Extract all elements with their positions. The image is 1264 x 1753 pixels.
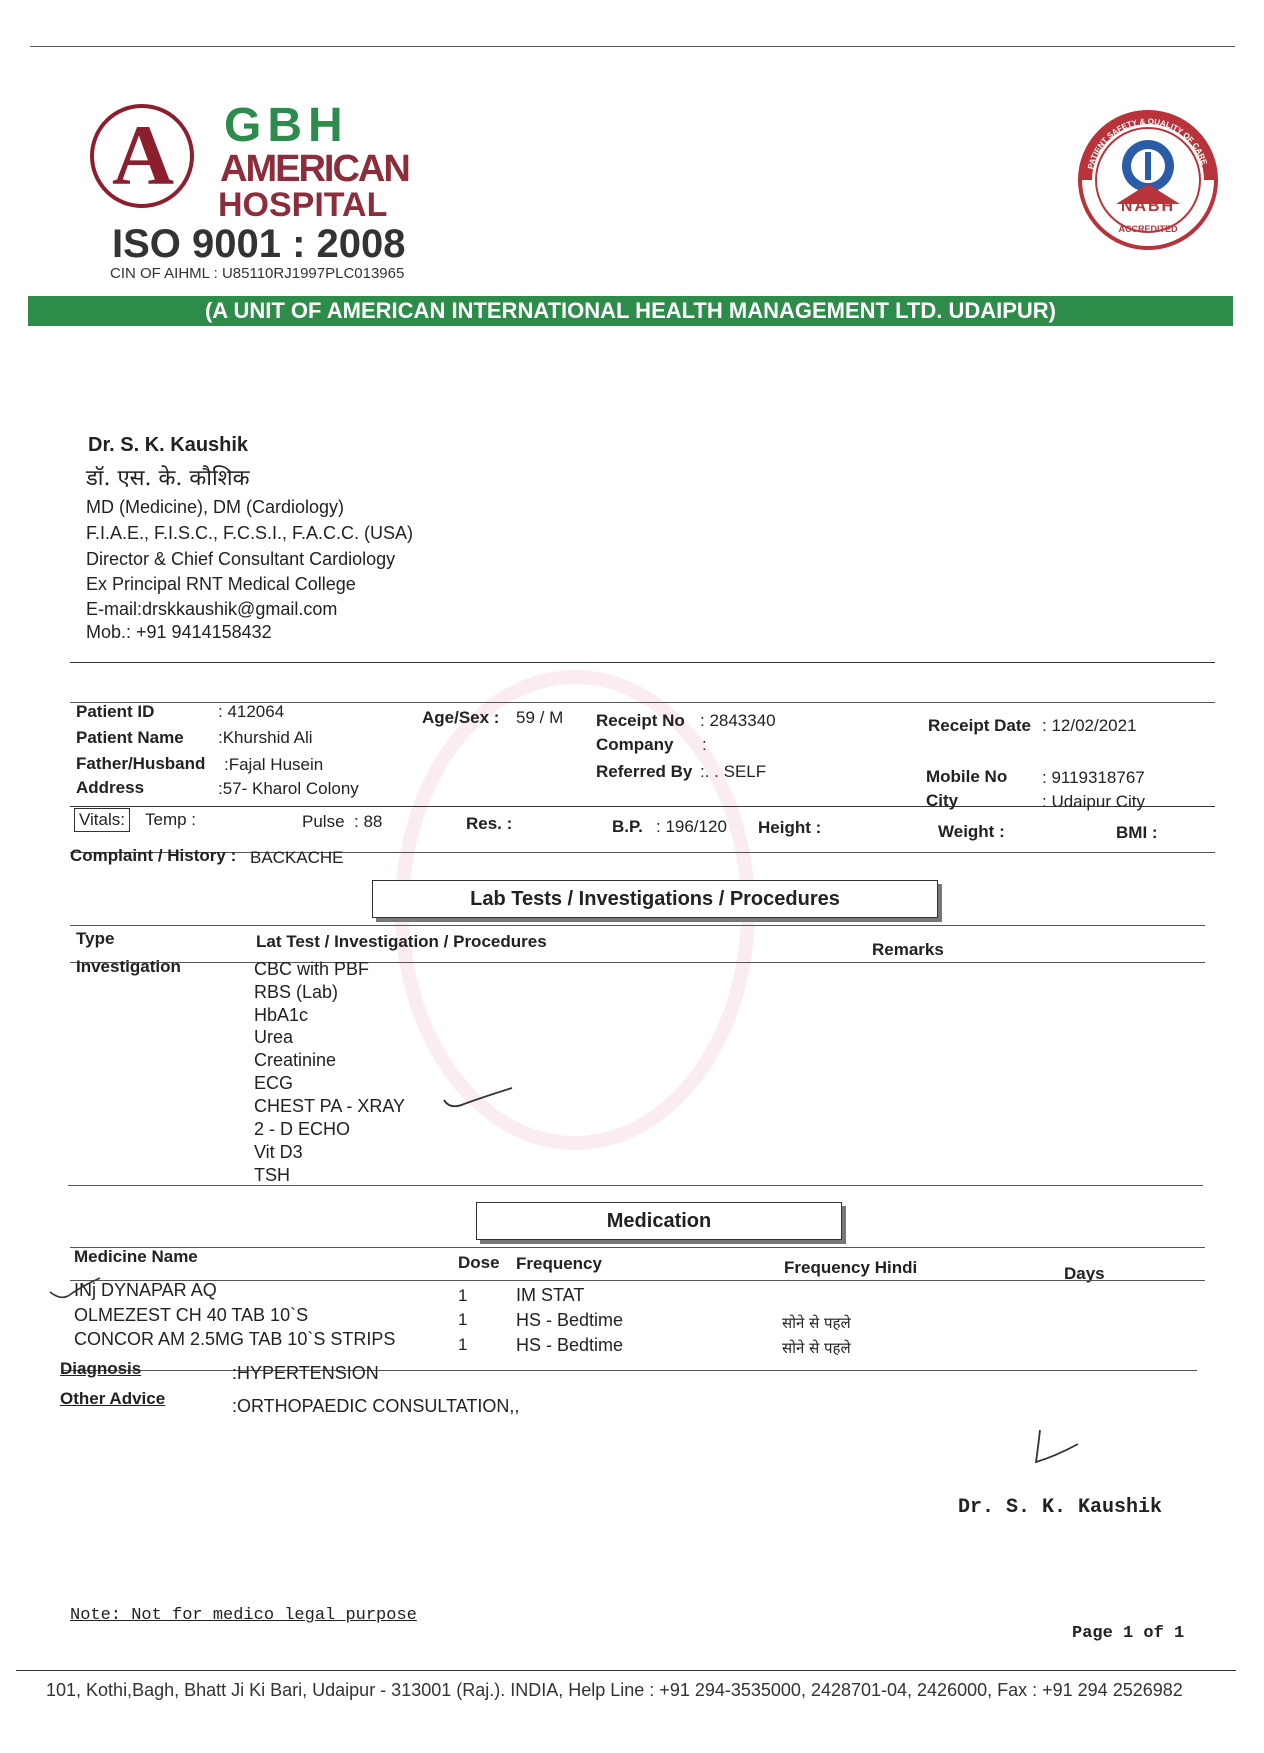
medication-section-title: Medication bbox=[476, 1202, 842, 1240]
divider bbox=[70, 925, 1205, 926]
patient-id-label: Patient ID bbox=[76, 702, 155, 721]
divider bbox=[70, 1280, 1205, 1281]
vitals-label: Vitals: bbox=[74, 808, 130, 832]
receipt-no: : 2843340 bbox=[700, 711, 776, 730]
divider bbox=[70, 1247, 1205, 1248]
lab-item: CHEST PA - XRAY bbox=[254, 1096, 406, 1116]
top-rule bbox=[30, 46, 1235, 47]
doctor-name-hindi: डॉ. एस. के. कौशिक bbox=[86, 466, 250, 491]
bp-label: B.P. bbox=[612, 817, 643, 836]
patient-name-label: Patient Name bbox=[76, 728, 184, 747]
medicine-dose: 1 bbox=[458, 1335, 468, 1354]
lab-item: HbA1c bbox=[254, 1005, 309, 1025]
brand-gbh: GBH bbox=[224, 99, 349, 152]
lab-item: ECG bbox=[254, 1073, 294, 1093]
footer-address: 101, Kothi,Bagh, Bhatt Ji Ki Bari, Udaipur - 313001 (Raj.). INDIA, Help Line : +91 294-3535000, 2428701-04, 2426000, Fax : +91 294 2526982 bbox=[46, 1680, 1183, 1700]
mobile-label: Mobile No bbox=[926, 767, 1008, 786]
agesex: 59 / M bbox=[516, 708, 564, 727]
medicine-name: OLMEZEST CH 40 TAB 10`S bbox=[74, 1305, 309, 1325]
divider bbox=[70, 662, 1215, 663]
brand-hospital: HOSPITAL bbox=[218, 186, 388, 224]
lab-type-value: Investigation bbox=[76, 957, 181, 976]
diagnosis-label: Diagnosis bbox=[60, 1359, 142, 1378]
city: : Udaipur City bbox=[1042, 792, 1145, 811]
agesex-label: Age/Sex : bbox=[422, 708, 500, 727]
company: : bbox=[702, 735, 707, 754]
nabh-label: NABH bbox=[1120, 198, 1176, 215]
medicine-frequency-hindi: सोने से पहले bbox=[782, 1314, 851, 1332]
unit-banner: (A UNIT OF AMERICAN INTERNATIONAL HEALTH MANAGEMENT LTD. UDAIPUR) bbox=[28, 296, 1233, 326]
lab-col-test: Lat Test / Investigation / Procedures bbox=[256, 932, 547, 951]
medicine-name: INj DYNAPAR AQ bbox=[74, 1280, 217, 1300]
bp-value: : 196/120 bbox=[656, 817, 727, 836]
lab-item: Urea bbox=[254, 1027, 294, 1047]
pulse-value: : 88 bbox=[354, 812, 383, 831]
complaint-value: BACKACHE bbox=[250, 848, 344, 867]
height-label: Height : bbox=[758, 818, 822, 837]
hospital-logo-letter: A bbox=[112, 107, 175, 203]
nabh-accredited: ACCREDITED bbox=[1118, 224, 1178, 234]
doctor-fellowships: F.I.A.E., F.I.S.C., F.C.S.I., F.A.C.C. (USA) bbox=[86, 523, 414, 543]
med-col-dose: Dose bbox=[458, 1253, 500, 1272]
signature-mark-icon bbox=[1030, 1426, 1090, 1466]
med-col-days: Days bbox=[1064, 1264, 1105, 1283]
other-advice-value: :ORTHOPAEDIC CONSULTATION,, bbox=[232, 1396, 520, 1416]
medicine-name: CONCOR AM 2.5MG TAB 10`S STRIPS bbox=[74, 1329, 396, 1349]
doctor-qualification: MD (Medicine), DM (Cardiology) bbox=[86, 497, 345, 517]
medicine-dose: 1 bbox=[458, 1310, 468, 1329]
doctor-designation: Director & Chief Consultant Cardiology bbox=[86, 549, 396, 569]
medicine-frequency-hindi: सोने से पहले bbox=[782, 1339, 851, 1357]
receipt-date-label: Receipt Date bbox=[928, 716, 1031, 735]
receipt-date: : 12/02/2021 bbox=[1042, 716, 1137, 735]
lab-item: Creatinine bbox=[254, 1050, 337, 1070]
divider bbox=[70, 962, 1205, 963]
doctor-name: Dr. S. K. Kaushik bbox=[88, 434, 249, 456]
doctor-mobile: Mob.: +91 9414158432 bbox=[86, 622, 272, 642]
address-label: Address bbox=[76, 778, 145, 797]
patient-id: : 412064 bbox=[218, 702, 285, 721]
med-col-frequency: Frequency bbox=[516, 1254, 602, 1273]
med-col-frequency-hindi: Frequency Hindi bbox=[784, 1258, 918, 1277]
medicine-frequency: HS - Bedtime bbox=[516, 1310, 624, 1330]
handwritten-check-icon bbox=[46, 1276, 106, 1306]
lab-item: RBS (Lab) bbox=[254, 982, 339, 1002]
doctor-former-post: Ex Principal RNT Medical College bbox=[86, 574, 356, 594]
weight-label: Weight : bbox=[938, 822, 1005, 841]
res-label: Res. : bbox=[466, 814, 513, 833]
father-label: Father/Husband bbox=[76, 754, 206, 773]
lab-item: 2 - D ECHO bbox=[254, 1119, 351, 1139]
complaint-label: Complaint / History : bbox=[70, 846, 237, 865]
med-col-name: Medicine Name bbox=[74, 1247, 198, 1266]
lab-col-type: Type bbox=[76, 929, 115, 948]
mobile: : 9119318767 bbox=[1042, 768, 1145, 787]
father-name: :Fajal Husein bbox=[224, 755, 324, 774]
divider bbox=[68, 1185, 1203, 1186]
divider bbox=[70, 852, 1215, 853]
lab-item: CBC with PBF bbox=[254, 959, 370, 979]
medicine-dose: 1 bbox=[458, 1286, 468, 1305]
note: Note: Not for medico legal purpose bbox=[70, 1606, 417, 1625]
iso-certification: ISO 9001 : 2008 bbox=[112, 222, 406, 266]
patient-name: :Khurshid Ali bbox=[218, 728, 313, 747]
lab-item: TSH bbox=[254, 1165, 290, 1185]
referred-by: :. . SELF bbox=[700, 762, 767, 781]
temp-label: Temp : bbox=[145, 810, 197, 829]
company-label: Company bbox=[596, 735, 674, 754]
diagnosis-value: :HYPERTENSION bbox=[232, 1363, 379, 1383]
nabh-ring-text: PATIENT SAFETY & QUALITY OF CARE bbox=[1086, 116, 1209, 171]
lab-item: Vit D3 bbox=[254, 1142, 303, 1162]
lab-section-title: Lab Tests / Investigations / Procedures bbox=[372, 880, 938, 918]
brand-american: AMERICAN bbox=[220, 148, 409, 190]
footer-rule bbox=[16, 1670, 1236, 1671]
city-label: City bbox=[926, 791, 959, 810]
page-number: Page 1 of 1 bbox=[1072, 1624, 1185, 1643]
other-advice-label: Other Advice bbox=[60, 1389, 166, 1408]
nabh-seal-icon bbox=[1076, 108, 1220, 252]
signature-name: Dr. S. K. Kaushik bbox=[958, 1496, 1163, 1519]
doctor-email: E-mail:drskkaushik@gmail.com bbox=[86, 599, 338, 619]
medicine-frequency: HS - Bedtime bbox=[516, 1335, 624, 1355]
cin-number: CIN OF AIHML : U85110RJ1997PLC013965 bbox=[110, 265, 405, 282]
lab-col-remarks: Remarks bbox=[872, 940, 944, 959]
medicine-frequency: IM STAT bbox=[516, 1285, 585, 1305]
bmi-label: BMI : bbox=[1116, 823, 1158, 842]
divider bbox=[70, 806, 1215, 807]
referred-label: Referred By bbox=[596, 762, 693, 781]
receipt-no-label: Receipt No bbox=[596, 711, 685, 730]
address: :57- Kharol Colony bbox=[218, 779, 359, 798]
pulse-label: Pulse bbox=[302, 812, 345, 831]
handwritten-tick-icon bbox=[440, 1082, 520, 1114]
